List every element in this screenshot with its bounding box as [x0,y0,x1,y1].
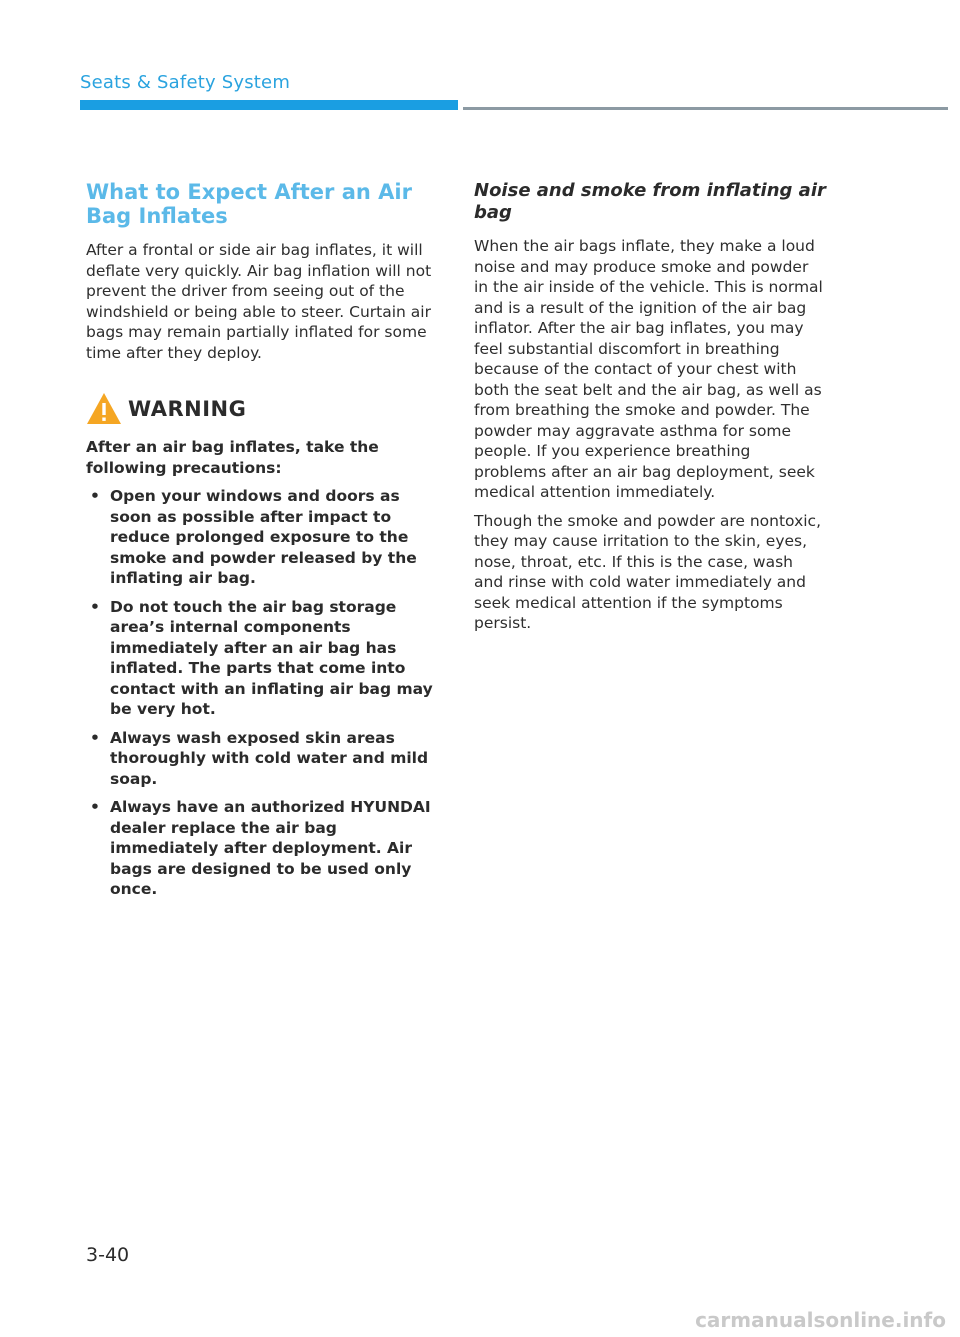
airbag-inflates-paragraph: After a frontal or side air bag inflates, it will deflate very quickly. Air bag inflation will not prevent the driver from seeing out of the windshield or being able to steer. Curtain air bags may remain partially inflated for some time after they deploy. [86,241,432,362]
warning-list-item-text: Open your windows and doors as soon as possible after impact to reduce prolonged exposure to the smoke and powder released by the inflating air bag. [110,487,417,587]
bullet-icon: • [90,597,100,616]
bullet-icon: • [90,728,100,747]
warning-header [86,391,438,427]
header-rule-accent [80,100,458,110]
warning-list-item-text: Always have an authorized HYUNDAI dealer replace the air bag immediately after deployment. Air bags are designed to be used only once. [110,798,431,898]
warning-intro: After an air bag inflates, take the following precautions: [86,438,379,477]
warning-list-item-text: Always wash exposed skin areas thoroughly with cold water and mild soap. [110,728,429,788]
warning-list-item [86,597,438,720]
warning-list-item [86,797,438,900]
warning-box [86,391,438,900]
left-column [86,180,438,908]
section-heading-noise-smoke: Noise and smoke from inflating air bag [474,180,826,223]
warning-title: WARNING [128,397,247,421]
noise-smoke-paragraph-1: When the air bags inflate, they make a loud noise and may produce smoke and powder in the air inside of the vehicle. This is normal and is a result of the ignition of the air bag inflator. After the air bag inflates, you may feel substantial discomfort in breathing because of the contact of your chest with both the seat belt and the air bag, as well as from breathing the smoke and powder. The powder may aggravate asthma for some people. If you experience breathing problems after an air bag deployment, seek medical attention immediately. [474,237,823,501]
warning-list [86,486,438,900]
page-number: 3-40 [86,1244,130,1266]
bullet-icon: • [90,487,100,505]
section-title: Seats & Safety System [80,72,291,93]
bullet-icon: • [90,798,100,816]
header-rule-gray [463,107,948,110]
warning-list-item [86,486,438,589]
watermark: carmanualsonline.info [695,1308,946,1332]
warning-list-item [86,728,438,790]
warning-triangle-icon [86,391,122,427]
noise-smoke-paragraph-2: Though the smoke and powder are nontoxic, they may cause irritation to the skin, eyes, nose, throat, etc. If this is the case, wash and rinse with cold water immediately and seek medical attention if the symptoms persist. [474,511,821,632]
warning-list-item-text: Do not touch the air bag storage area’s internal components immediately after an air bag has inflated. The parts that come into contact with an inflating air bag may be very hot. [110,597,433,718]
right-column [474,180,826,642]
section-heading-airbag-inflates: What to Expect After an Air Bag Inflates [86,180,412,228]
